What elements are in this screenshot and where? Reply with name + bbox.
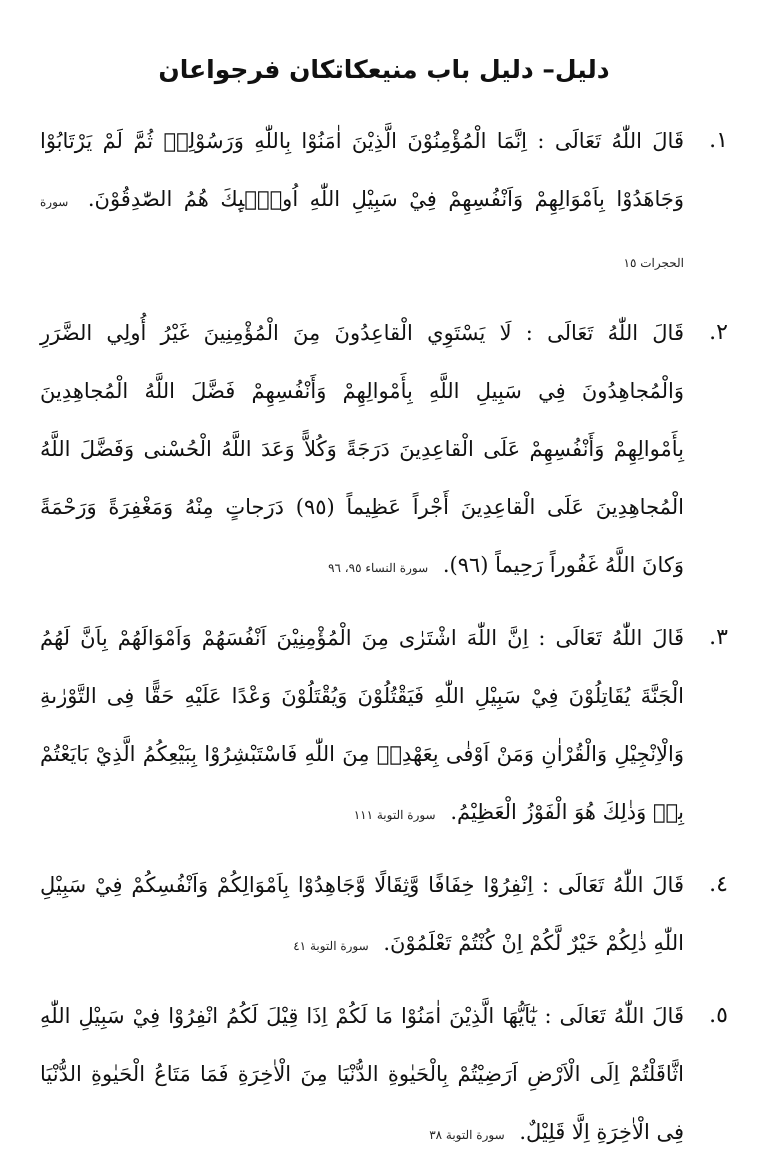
verse-arabic: قَالَ اللّٰهُ تَعَالَى : اِنَّمَا الْمُؤْمِنُوْنَ الَّذِيْنَ اٰمَنُوْا بِاللّٰهِ وَرَسُوْلِهٖ ثُمَّ لَمْ يَرْتَابُوْا وَجَاهَدُوْا بِاَمْوَالِهِمْ وَاَنْفُسِهِمْ فِيْ سَبِيْلِ اللّٰهِ اُولٰۤىِٕكَ هُمُ الصّٰدِقُوْنَ. xyxy=(40,129,684,211)
list-item-3 xyxy=(40,609,728,844)
surah-reference: سورة التوبة ٣٨ xyxy=(429,1128,505,1142)
verse-text xyxy=(40,112,684,292)
item-number: ١. xyxy=(709,128,728,153)
surah-reference: سورة النساء ٩٥، ٩٦ xyxy=(328,561,429,575)
verse-text xyxy=(40,856,684,975)
verse-arabic: قَالَ اللّٰهُ تَعَالَى : يٰٓاَيُّهَا الَّذِيْنَ اٰمَنُوْا مَا لَكُمْ اِذَا قِيْلَ لَكُمُ انْفِرُوْا فِيْ سَبِيْلِ اللّٰهِ اثَّاقَلْتُمْ اِلَى الْاَرْضِ اَرَضِيْتُمْ بِالْحَيٰوةِ الدُّنْيَا مِنَ الْاٰخِرَةِ فَمَا مَتَاعُ الْحَيٰوةِ الدُّنْيَا فِى الْاٰخِرَةِ اِلَّا قَلِيْلٌ. xyxy=(40,1004,684,1144)
page-title: دليل– دليل باب منيعكاتكان فرجواعان xyxy=(158,55,610,84)
surah-reference: سورة الحجرات ١٥ xyxy=(40,195,684,270)
verse-arabic: قَالَ اللّٰهُ تَعَالَى : اِنْفِرُوْا خِفَافًا وَّثِقَالًا وَّجَاهِدُوْا بِاَمْوَالِكُمْ وَاَنْفُسِكُمْ فِيْ سَبِيْلِ اللّٰهِ ذٰلِكُمْ خَيْرٌ لَّكُمْ اِنْ كُنْتُمْ تَعْلَمُوْنَ. xyxy=(40,873,684,955)
item-number: ٥. xyxy=(709,1003,728,1028)
surah-reference: سورة التوبة ١١١ xyxy=(353,808,436,822)
verse-arabic: قَالَ اللّٰهُ تَعَالَى : اِنَّ اللّٰهَ اشْتَرٰى مِنَ الْمُؤْمِنِيْنَ اَنْفُسَهُمْ وَاَمْوَالَهُمْ بِاَنَّ لَهُمُ الْجَنَّةَ يُقَاتِلُوْنَ فِيْ سَبِيْلِ اللّٰهِ فَيَقْتُلُوْنَ وَيُقْتَلُوْنَ وَعْدًا عَلَيْهِ حَقًّا فِى التَّوْرٰىةِ وَالْاِنْجِيْلِ وَالْقُرْاٰنِ وَمَنْ اَوْفٰى بِعَهْدِهٖ مِنَ اللّٰهِ فَاسْتَبْشِرُوْا بِبَيْعِكُمُ الَّذِيْ بَايَعْتُمْ بِهٖ وَذٰلِكَ هُوَ الْفَوْزُ الْعَظِيْمُ. xyxy=(40,626,684,824)
list-item-5 xyxy=(40,987,728,1164)
item-number: ٤. xyxy=(709,872,728,897)
item-number: ٢. xyxy=(709,320,728,345)
list-item-1 xyxy=(40,112,728,292)
list-item-4 xyxy=(40,856,728,975)
item-number: ٣. xyxy=(709,625,728,650)
verse-text xyxy=(40,304,684,597)
verse-text xyxy=(40,987,684,1164)
list-item-2 xyxy=(40,304,728,597)
verse-text xyxy=(40,609,684,844)
verse-arabic: قَالَ اللّٰهُ تَعَالَى : لَا يَسْتَوِي الْقاعِدُونَ مِنَ الْمُؤْمِنِينَ غَيْرُ أُولِي الضَّرَرِ وَالْمُجاهِدُونَ فِي سَبِيلِ اللَّهِ بِأَمْوالِهِمْ وَأَنْفُسِهِمْ فَضَّلَ اللَّهُ الْمُجاهِدِينَ بِأَمْوالِهِمْ وَأَنْفُسِهِمْ عَلَى الْقاعِدِينَ دَرَجَةً وَكُلاًّ وَعَدَ اللَّهُ الْحُسْنى وَفَضَّلَ اللَّهُ الْمُجاهِدِينَ عَلَى الْقاعِدِينَ أَجْراً عَظِيماً (٩٥) دَرَجاتٍ مِنْهُ وَمَغْفِرَةً وَرَحْمَةً وَكانَ اللَّهُ غَفُوراً رَحِيماً (٩٦). xyxy=(40,321,685,577)
surah-reference: سورة التوبة ٤١ xyxy=(293,939,369,953)
